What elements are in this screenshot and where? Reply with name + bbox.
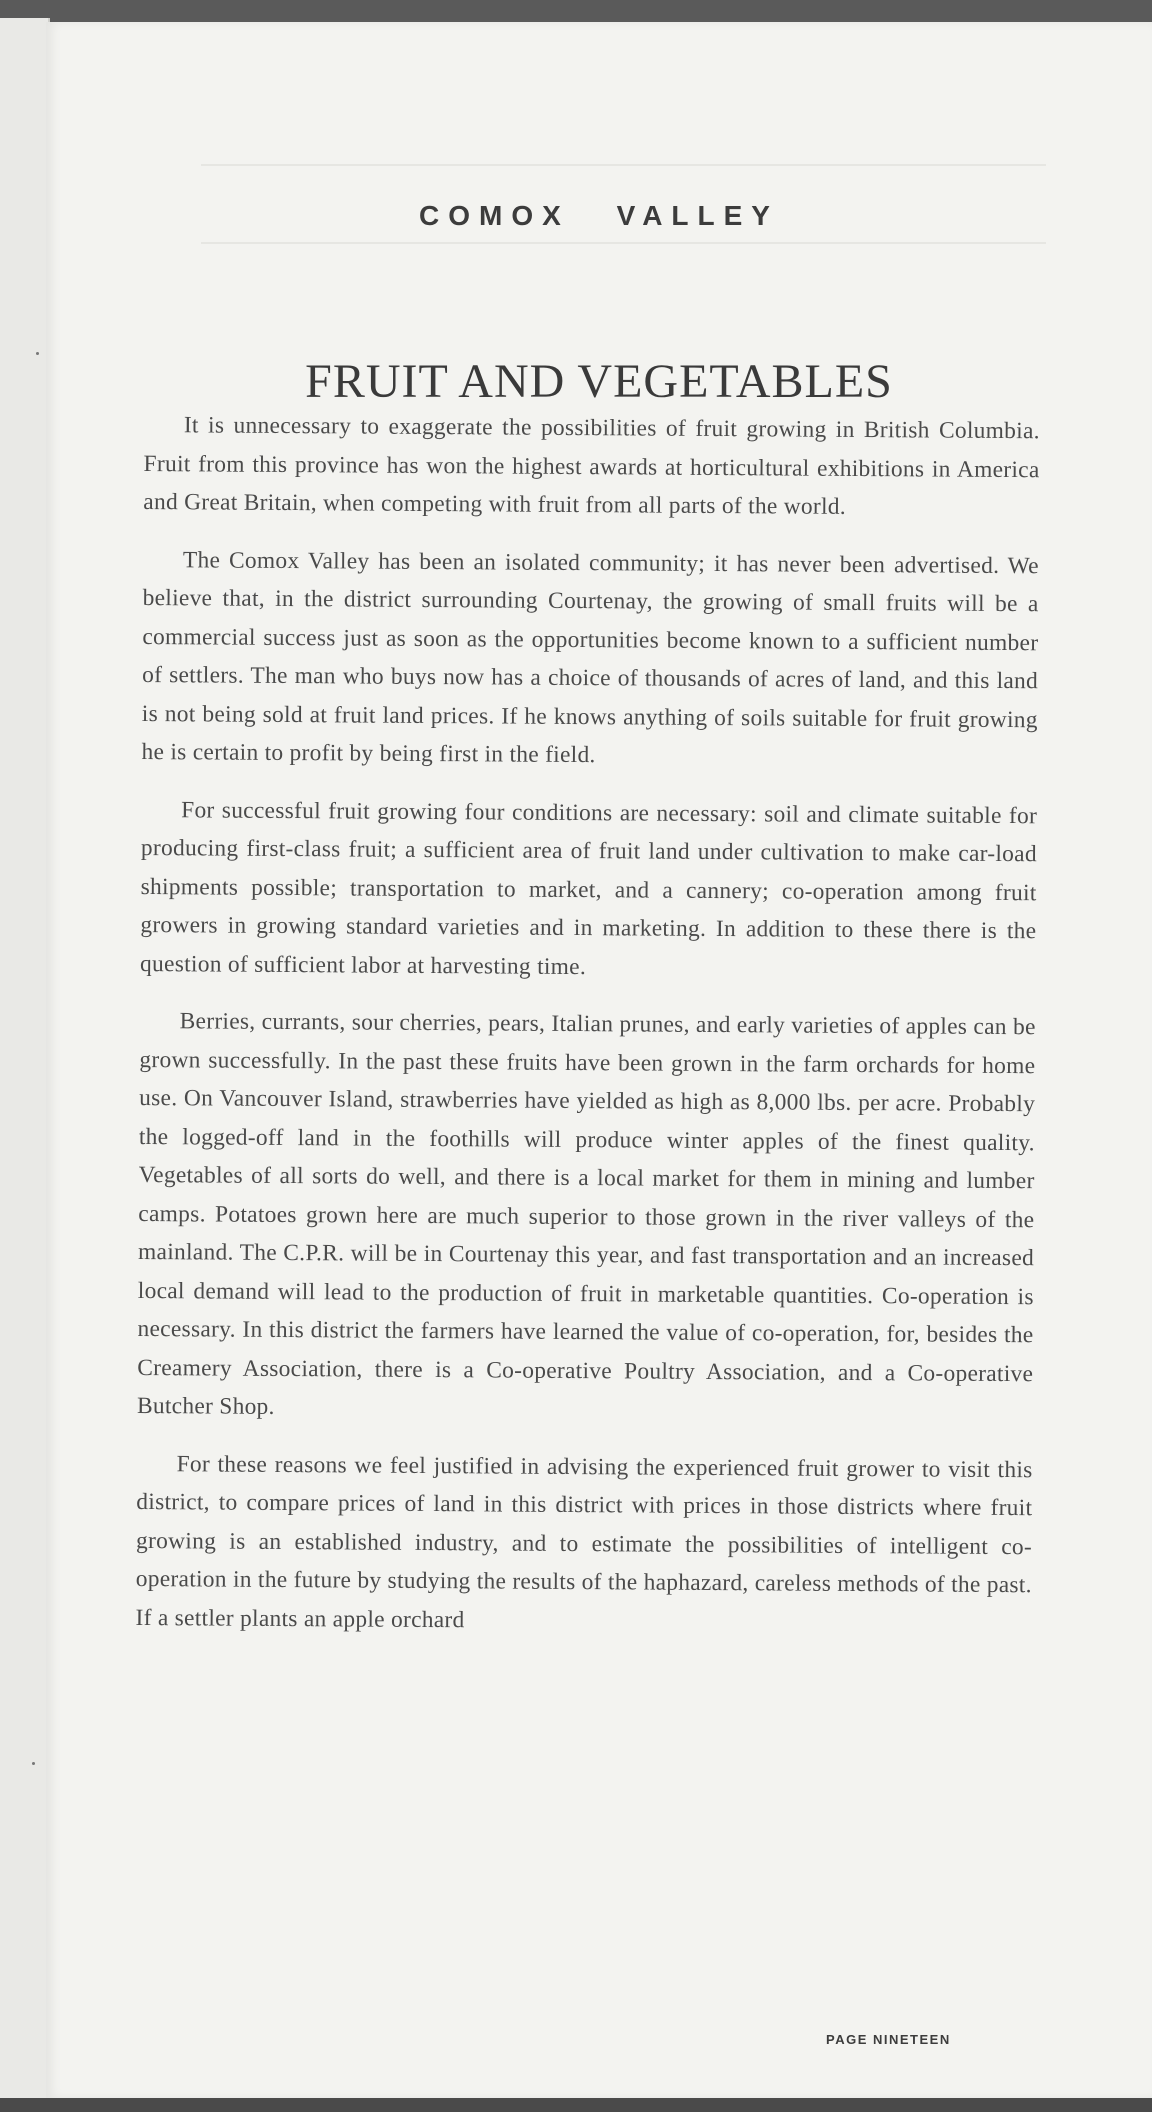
page-number: PAGE NINETEEN	[826, 2032, 951, 2047]
paragraph-4: Berries, currants, sour cherries, pears, Italian prunes, and early varieties of apples can be grown successfully. In the past these fruits have been grown in the farm orchards for home use. On Vancouver Island, strawberries have yielded as high as 8,000 lbs. per acre. Probably the logged-off land in the foothills will produce winter apples of the finest quality. Vegetables of all sorts do well, and there is a local market for them in mining and lumber camps. Potatoes grown here are much superior to those grown in the river valleys of the mainland. The C.P.R. will be in Courtenay this year, and fast transportation and an increased local demand will lead to the production of fruit in marketable quantities. Co-operation is necessary. In this district the farmers have learned the value of co-operation, for, besides the Creamery Association, there is a Co-operative Poultry Association, and a Co-operative Butcher Shop.	[136, 1008, 1036, 1420]
scan-speck	[36, 352, 39, 355]
paragraph-3: For successful fruit growing four conditions are necessary: soil and climate suitable for producing first-class fruit; a sufficient area of fruit land under cultivation to make car-load shipments possible; transportation to market, and a cannery; co-operation among fruit growers in growing standard varieties and in marketing. In addition to these there is the question of sufficient labor at harvesting time.	[140, 796, 1038, 980]
section-title: FRUIT AND VEGETABLES	[305, 355, 893, 409]
paragraph-5: For these reasons we feel justified in advising the experienced fruit grower to visit this district, to compare prices of land in this district with prices in those districts where fruit growing is an established industry, and to estimate the possibilities of intelligent co-operation in the future by studying the results of the haphazard, careless methods of the past. If a settler plants an apple orchard	[135, 1450, 1033, 1633]
paragraph-1: It is unnecessary to exaggerate the possibilities of fruit growing in British Columbia. Fruit from this province has won the highest awards at horticultural exhibitions in America and Great Britain, when competing with fruit from all parts of the world.	[143, 412, 1040, 520]
scan-speck	[32, 1762, 35, 1765]
paragraph-2: The Comox Valley has been an isolated community; it has never been advertised. We believe that, in the district surrounding Courtenay, the growing of small fruits will be a commercial success just as soon as the opportunities become known to a sufficient number of settlers. The man who buys now has a choice of thousands of acres of land, and this land is not being sold at fruit land prices. If he knows anything of soils suitable for fruit growing he is certain to profit by being first in the field.	[141, 546, 1039, 769]
header-rule-bottom	[201, 242, 1046, 244]
body-text	[135, 406, 1040, 1662]
header-rule-top	[201, 164, 1046, 166]
running-head: COMOX VALLEY	[419, 200, 779, 231]
facing-page-edge	[0, 18, 50, 2098]
book-page	[46, 22, 1152, 2098]
